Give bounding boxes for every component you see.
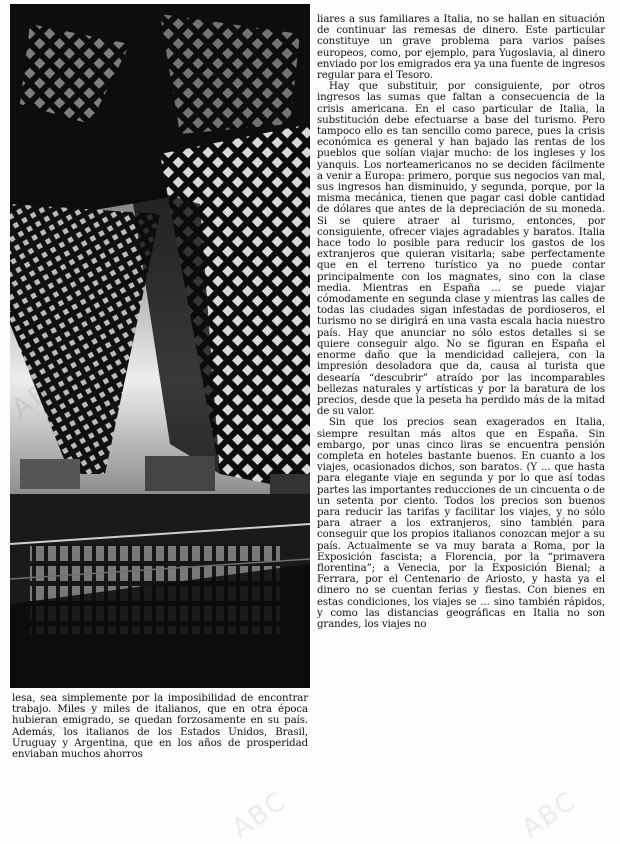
abc-watermark: ABC: [526, 190, 593, 250]
article-paragraph: Hay que substituir, por consiguiente, por otros ingresos las sumas que faltan a consecuencia de la crisis americana. En el caso particular de Italia, la substitución debe efectuarse a base del turismo. Pero tampoco ello es tan sencillo como parece, pues la crisis económica es general y han bajado las rentas de los pueblos que solían viajar mucho: de los ingleses y los yanquis. Los norteamericanos no se deciden fácilmente a venir a Europa: primero, porque sus negocios van mal, sus ingresos han disminuido, y segunda, porque, por la misma mecánica, tienen que pagar casi doble cantidad de dólares que antes de la depreciación de su moneda. Si se quiere atraer al turismo, entonces, por consiguiente, ofrecer viajes agradables y baratos. Italia hace todo lo posible para reducir los gastos de los extranjeros que quieran visitarla; sabe perfectamente que en el terreno turístico ya no puede contar principalmente con los magnates, sino con la clase media. Mientras en España ... se puede viajar cómodamente en segunda clase y mientras las calles de todas las ciudades sigan infestadas de pordioseros, el turismo no se dirigirá en una vasta escala hacia nuestro país. Hay que anunciar no sólo estos detalles si se quiere conseguir algo. No se figuran en España el enorme daño que la mendicidad callejera, con la impresión desoladora que da, causa al turista que desearía “descubrir” atraído por las incomparables bellezas naturales y artísticas y por la baratura de los precios, desde que la peseta ha perdido más de la mitad de su valor.: [317, 81, 605, 418]
industrial-structure-photo: [10, 4, 310, 688]
abc-watermark: ABC: [226, 785, 293, 844]
article-column-bottom-left: [12, 693, 308, 760]
article-paragraph: lesa, sea simplemente por la imposibilidad de encontrar trabajo. Miles y miles de italianos, que en otra época hubieran emigrado, se quedan forzosamente en su país. Además, los italianos de los Estados Unidos, Brasil, Uruguay y Argentina, que en los años de prosperidad enviaban muchos ahorros: [12, 693, 308, 761]
article-column-right: [317, 14, 605, 630]
article-paragraph: liares a sus familiares a Italia, no se hallan en situación de continuar las remesas de dinero. Este particular constituye un grave problema para varios países europeos, como, por ejemplo, para Yugoslavia, al dinero enviado por los emigrados era ya una fuente de ingresos regular para el Tesoro.: [317, 14, 605, 82]
abc-watermark: ABC: [516, 785, 583, 844]
abc-watermark: ABC: [36, 685, 103, 745]
abc-watermark: ABC: [516, 505, 583, 565]
article-paragraph: Sin que los precios sean exagerados en Italia, siempre resultan más altos que en España. Sin embargo, por unas cinco liras se encuentra pensión completa en hoteles bastante buenos. En cuanto a los viajes, ocasionados dichos, son baratos. (Y ... que hasta para elegante viaje en segunda y por lo que así todas partes las importantes reducciones de un cincuenta o de un setenta por ciento. Todos los precios son buenos para reducir las tarifas y facilitar los viajes, y no sólo para atraer a los extranjeros, sino también para conseguir que los propios italianos conozcan mejor a su país. Actualmente se va muy barata a Roma, por la Exposición fascista; a Florencia, por la “primavera florentina”; a Venecia, por la Exposición Bienal; a Ferrara, por el Centenario de Ariosto, y hasta ya el dinero no se cuentan ferias y fiestas. Con bienes en estas condiciones, los viajes se ... sino también rápidos, y como las distancias geográficas en Italia no son grandes, los viajes no: [317, 417, 605, 630]
